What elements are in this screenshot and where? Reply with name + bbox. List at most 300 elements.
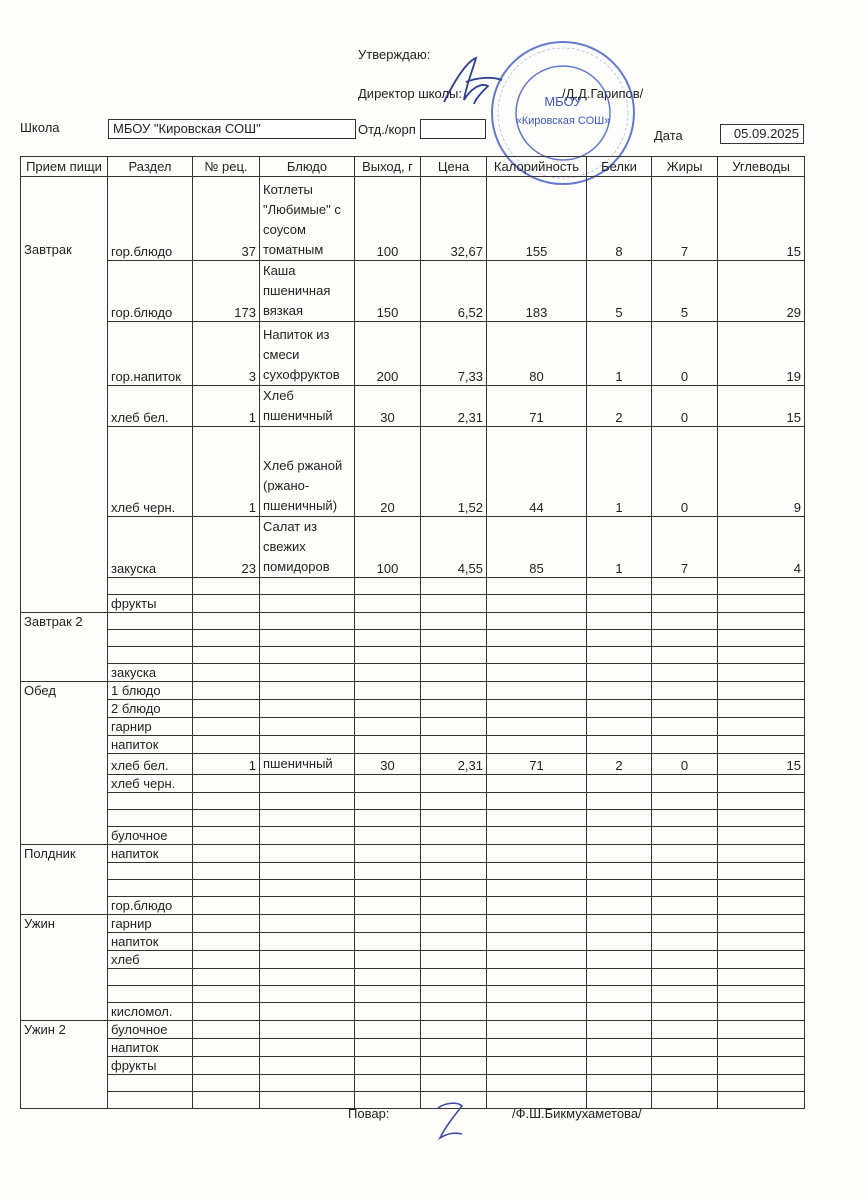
cell-carbs [718,951,805,969]
cell-carbs [718,810,805,827]
meal-name: Полдник [21,845,108,915]
table-row [21,933,805,951]
cell-dish [260,863,355,880]
column-header: Углеводы [718,157,805,177]
cell-carbs: 19 [718,322,805,386]
cell-recipe [193,718,260,736]
cell-carbs [718,1075,805,1092]
cell-kcal [487,863,587,880]
cell-section [108,613,193,630]
cell-price: 4,55 [421,517,487,578]
cell-section [108,863,193,880]
cell-recipe [193,736,260,754]
cell-section: фрукты [108,1057,193,1075]
cell-recipe [193,1092,260,1109]
cell-kcal [487,578,587,595]
cell-fat [652,1092,718,1109]
cell-protein [587,845,652,863]
cell-carbs [718,969,805,986]
cell-section [108,1075,193,1092]
cell-kcal [487,810,587,827]
table-row [21,969,805,986]
table-row [21,736,805,754]
cell-protein [587,647,652,664]
cell-protein [587,700,652,718]
cell-recipe: 173 [193,261,260,322]
cell-kcal: 71 [487,386,587,427]
table-row [21,1075,805,1092]
cell-yield: 150 [355,261,421,322]
cell-price [421,1057,487,1075]
cell-price [421,1039,487,1057]
cell-kcal [487,951,587,969]
cell-yield [355,682,421,700]
stamp-center-bottom: «Кировская СОШ» [515,115,611,127]
cell-kcal [487,986,587,1003]
cell-price [421,630,487,647]
cell-fat [652,1003,718,1021]
cell-kcal: 183 [487,261,587,322]
cell-yield [355,1039,421,1057]
cell-fat [652,700,718,718]
table-row [21,386,805,427]
cell-price: 2,31 [421,754,487,775]
cell-kcal: 80 [487,322,587,386]
cell-carbs [718,1021,805,1039]
cell-price: 6,52 [421,261,487,322]
cell-kcal [487,647,587,664]
cell-fat: 0 [652,427,718,517]
cell-price [421,897,487,915]
cell-recipe [193,578,260,595]
meal-name: Ужин 2 [21,1021,108,1109]
cell-dish [260,1021,355,1039]
cell-price [421,969,487,986]
table-row [21,322,805,386]
table-row [21,951,805,969]
cell-recipe [193,647,260,664]
cell-protein [587,827,652,845]
cell-fat: 0 [652,322,718,386]
column-header: Белки [587,157,652,177]
cell-kcal [487,1021,587,1039]
cell-fat: 0 [652,754,718,775]
meal-name: Завтрак 2 [21,613,108,682]
cell-price [421,613,487,630]
cell-protein [587,986,652,1003]
cell-yield: 100 [355,177,421,261]
cell-dish: Салат из свежих помидоров [260,517,355,578]
cell-protein [587,1003,652,1021]
cell-recipe [193,933,260,951]
cell-yield [355,1075,421,1092]
cell-yield [355,775,421,793]
cell-dish: Котлеты "Любимые" с соусом томатным [260,177,355,261]
cell-fat [652,595,718,613]
cell-fat [652,827,718,845]
cell-carbs: 15 [718,177,805,261]
table-row [21,578,805,595]
table-row [21,1092,805,1109]
cell-kcal [487,1039,587,1057]
cell-yield: 100 [355,517,421,578]
cell-fat [652,664,718,682]
cell-yield [355,933,421,951]
cell-fat [652,880,718,897]
cell-recipe [193,613,260,630]
cell-kcal [487,793,587,810]
cell-fat: 7 [652,177,718,261]
cell-dish [260,915,355,933]
cell-carbs [718,647,805,664]
table-row [21,613,805,630]
cell-section [108,986,193,1003]
cell-recipe [193,986,260,1003]
cell-price [421,664,487,682]
cell-section [108,647,193,664]
column-header: Калорийность [487,157,587,177]
cell-section: напиток [108,845,193,863]
meal-name: Обед [21,682,108,845]
cell-dish [260,951,355,969]
cell-dish [260,969,355,986]
cell-price [421,700,487,718]
cell-fat [652,810,718,827]
table-row [21,986,805,1003]
cell-protein [587,915,652,933]
cell-protein [587,682,652,700]
cell-protein [587,1021,652,1039]
column-header: № рец. [193,157,260,177]
cell-recipe [193,863,260,880]
table-row [21,595,805,613]
cell-recipe [193,793,260,810]
column-header: Прием пищи [21,157,108,177]
cell-section [108,810,193,827]
cell-section: гор.блюдо [108,177,193,261]
branch-field[interactable] [420,119,486,139]
cell-kcal [487,915,587,933]
cell-dish [260,578,355,595]
cell-kcal: 44 [487,427,587,517]
cell-carbs [718,986,805,1003]
cell-dish [260,810,355,827]
cell-yield [355,969,421,986]
cell-recipe [193,951,260,969]
cell-fat [652,1021,718,1039]
cook-name: /Ф.Ш.Бикмухаметова/ [512,1106,642,1121]
cell-price [421,951,487,969]
cell-kcal [487,595,587,613]
cell-recipe [193,969,260,986]
cell-protein: 2 [587,754,652,775]
cell-section: 2 блюдо [108,700,193,718]
cell-price [421,775,487,793]
cell-section: гор.блюдо [108,897,193,915]
cell-yield [355,736,421,754]
cell-protein [587,613,652,630]
cell-carbs: 29 [718,261,805,322]
cell-dish [260,736,355,754]
school-label: Школа [20,120,60,135]
cell-price [421,793,487,810]
cell-carbs [718,845,805,863]
cell-recipe: 1 [193,386,260,427]
cell-yield [355,647,421,664]
cell-fat [652,1075,718,1092]
table-row [21,1039,805,1057]
cell-recipe: 1 [193,427,260,517]
cell-section: хлеб черн. [108,775,193,793]
cell-yield: 30 [355,386,421,427]
cell-section [108,630,193,647]
menu-body [21,177,805,1109]
cell-section [108,969,193,986]
table-row [21,880,805,897]
cell-dish [260,986,355,1003]
cell-yield [355,1057,421,1075]
cell-fat [652,951,718,969]
cell-recipe: 3 [193,322,260,386]
cell-section: закуска [108,517,193,578]
table-row [21,517,805,578]
cell-section: гор.напиток [108,322,193,386]
cell-carbs: 4 [718,517,805,578]
cell-protein: 2 [587,386,652,427]
cell-dish [260,613,355,630]
cell-recipe: 23 [193,517,260,578]
cell-dish: Хлеб ржаной (ржано-пшеничный) [260,427,355,517]
cell-section: фрукты [108,595,193,613]
cell-protein [587,863,652,880]
cell-carbs [718,736,805,754]
cell-recipe [193,700,260,718]
cell-kcal [487,880,587,897]
cell-carbs: 15 [718,754,805,775]
cell-recipe [193,915,260,933]
cell-carbs [718,775,805,793]
cell-section: напиток [108,736,193,754]
cell-yield [355,630,421,647]
cell-recipe [193,682,260,700]
cell-yield: 20 [355,427,421,517]
cell-protein [587,969,652,986]
cell-protein: 5 [587,261,652,322]
cell-section: гарнир [108,718,193,736]
cell-protein [587,736,652,754]
cell-price [421,915,487,933]
cell-yield [355,863,421,880]
cell-recipe: 37 [193,177,260,261]
cell-kcal [487,736,587,754]
stamp-center-top: МБОУ [544,94,582,109]
cell-yield [355,951,421,969]
cell-fat: 0 [652,386,718,427]
cell-dish [260,1039,355,1057]
cell-yield [355,613,421,630]
cell-protein [587,578,652,595]
director-name: /Д.Д.Гарипов/ [562,86,644,101]
cell-fat [652,969,718,986]
cell-yield [355,793,421,810]
column-header: Раздел [108,157,193,177]
cell-price [421,933,487,951]
cell-fat [652,613,718,630]
cell-fat [652,775,718,793]
cell-protein: 1 [587,517,652,578]
cook-signature-icon [432,1098,472,1144]
cell-kcal [487,845,587,863]
cell-recipe [193,1003,260,1021]
cell-price [421,682,487,700]
cell-kcal [487,630,587,647]
cell-recipe [193,1075,260,1092]
cell-dish: Напиток из смеси сухофруктов [260,322,355,386]
cell-section: булочное [108,827,193,845]
cell-section [108,1092,193,1109]
cell-price [421,718,487,736]
cell-recipe [193,845,260,863]
cell-yield [355,1003,421,1021]
cell-dish [260,793,355,810]
table-row [21,1021,805,1039]
cell-kcal [487,827,587,845]
table-row [21,775,805,793]
school-field[interactable]: МБОУ "Кировская СОШ" [108,119,356,139]
menu-table [20,156,805,1109]
cell-protein: 8 [587,177,652,261]
cell-kcal [487,718,587,736]
table-row [21,1003,805,1021]
table-row [21,845,805,863]
cell-fat [652,897,718,915]
date-label: Дата [654,128,683,143]
cell-section: гарнир [108,915,193,933]
cell-fat [652,718,718,736]
cell-protein [587,664,652,682]
cell-price [421,1021,487,1039]
cell-price [421,810,487,827]
cell-protein: 1 [587,322,652,386]
cell-dish [260,845,355,863]
cell-yield [355,718,421,736]
column-header: Цена [421,157,487,177]
table-row [21,630,805,647]
cell-section: булочное [108,1021,193,1039]
cell-section: хлеб черн. [108,427,193,517]
table-row [21,1057,805,1075]
cell-carbs [718,595,805,613]
cell-protein [587,1057,652,1075]
cell-protein: 1 [587,427,652,517]
cell-protein [587,897,652,915]
cell-price: 2,31 [421,386,487,427]
director-label: Директор школы: [358,86,462,101]
cell-yield [355,880,421,897]
cell-fat [652,630,718,647]
cell-carbs [718,664,805,682]
meal-name: Ужин [21,915,108,1021]
cell-section: кисломол. [108,1003,193,1021]
cell-dish [260,682,355,700]
cell-carbs [718,863,805,880]
table-row [21,427,805,517]
cell-dish [260,718,355,736]
cell-kcal [487,682,587,700]
cell-fat [652,578,718,595]
cell-dish [260,647,355,664]
cell-dish [260,595,355,613]
cell-dish [260,775,355,793]
cell-carbs [718,1092,805,1109]
cell-dish [260,664,355,682]
cell-kcal [487,1057,587,1075]
cell-recipe [193,1039,260,1057]
cell-carbs [718,880,805,897]
cell-section [108,880,193,897]
cell-kcal [487,664,587,682]
cell-kcal: 155 [487,177,587,261]
cell-price [421,845,487,863]
cell-protein [587,933,652,951]
column-header: Блюдо [260,157,355,177]
cell-section [108,793,193,810]
cell-kcal [487,613,587,630]
date-field[interactable]: 05.09.2025 [720,124,804,144]
table-row [21,793,805,810]
cell-kcal [487,933,587,951]
table-row [21,700,805,718]
cell-dish: Хлеб пшеничный [260,386,355,427]
cell-kcal [487,1003,587,1021]
cell-carbs [718,793,805,810]
cell-yield [355,827,421,845]
table-row [21,897,805,915]
cell-price [421,880,487,897]
cell-fat [652,863,718,880]
table-row [21,827,805,845]
cell-carbs [718,682,805,700]
cell-carbs: 9 [718,427,805,517]
cell-carbs [718,718,805,736]
cell-price [421,1075,487,1092]
cell-dish [260,630,355,647]
cell-dish [260,1003,355,1021]
cell-protein [587,810,652,827]
cell-recipe [193,775,260,793]
cell-protein [587,718,652,736]
cell-yield [355,915,421,933]
cell-kcal [487,775,587,793]
cell-price: 32,67 [421,177,487,261]
cell-price: 1,52 [421,427,487,517]
cell-kcal: 85 [487,517,587,578]
cell-yield [355,810,421,827]
cell-recipe [193,897,260,915]
table-row [21,261,805,322]
cell-section [108,578,193,595]
cell-fat [652,793,718,810]
cell-carbs [718,1003,805,1021]
cell-yield [355,595,421,613]
cell-price: 7,33 [421,322,487,386]
cell-yield [355,845,421,863]
cell-section: хлеб бел. [108,754,193,775]
cell-fat [652,845,718,863]
cell-carbs: 15 [718,386,805,427]
table-row [21,682,805,700]
cell-recipe [193,595,260,613]
